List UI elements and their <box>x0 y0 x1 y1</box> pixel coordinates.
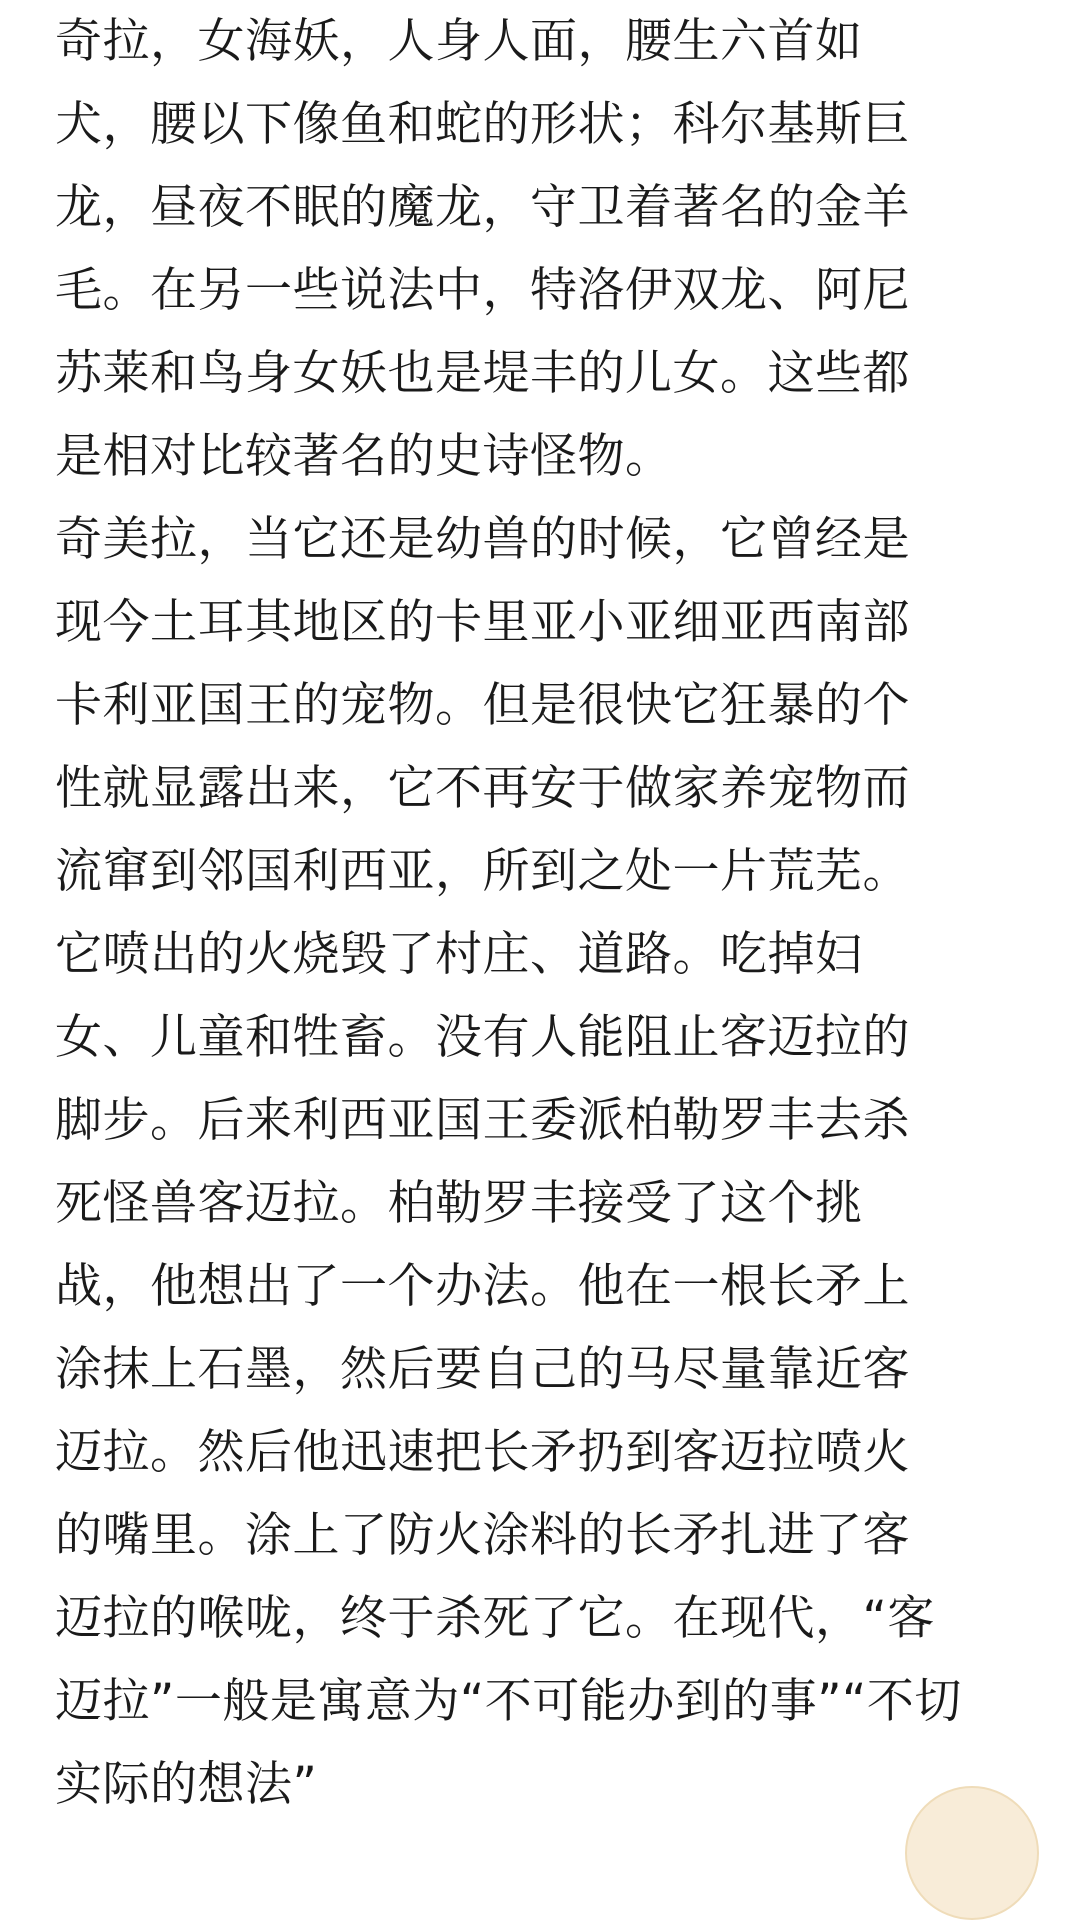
text-line: 迈拉”一般是寓意为“不可能办到的事”“不切 <box>55 1674 962 1729</box>
text-line: 女、儿童和牲畜。没有人能阻止客迈拉的 <box>55 1010 910 1065</box>
text-line: 涂抹上石墨，然后要自己的马尽量靠近客 <box>55 1342 910 1397</box>
text-line: 的嘴里。涂上了防火涂料的长矛扎进了客 <box>55 1508 910 1563</box>
text-line: 是相对比较著名的史诗怪物。 <box>55 429 673 484</box>
text-line: 苏莱和鸟身女妖也是堤丰的儿女。这些都 <box>55 346 910 401</box>
text-line: 奇美拉，当它还是幼兽的时候，它曾经是 <box>55 512 910 567</box>
text-line: 性就显露出来，它不再安于做家养宠物而 <box>55 761 910 816</box>
text-line: 奇拉，女海妖，人身人面，腰生六首如 <box>55 14 863 69</box>
article-body <box>55 0 1030 1826</box>
text-line: 流窜到邻国利西亚，所到之处一片荒芜。 <box>55 844 910 899</box>
floating-action-button[interactable] <box>905 1786 1039 1920</box>
text-line: 现今土耳其地区的卡里亚小亚细亚西南部 <box>55 595 910 650</box>
text-line: 毛。在另一些说法中，特洛伊双龙、阿尼 <box>55 263 910 318</box>
text-line: 卡利亚国王的宠物。但是很快它狂暴的个 <box>55 678 910 733</box>
text-line: 龙，昼夜不眠的魔龙，守卫着著名的金羊 <box>55 180 910 235</box>
text-line: 战，他想出了一个办法。他在一根长矛上 <box>55 1259 910 1314</box>
text-line: 迈拉。然后他迅速把长矛扔到客迈拉喷火 <box>55 1425 910 1480</box>
text-line: 脚步。后来利西亚国王委派柏勒罗丰去杀 <box>55 1093 910 1148</box>
text-line: 迈拉的喉咙，终于杀死了它。在现代，“客 <box>55 1591 935 1646</box>
text-line: 它喷出的火烧毁了村庄、道路。吃掉妇 <box>55 927 863 982</box>
text-line: 实际的想法” <box>55 1757 318 1812</box>
text-line: 犬，腰以下像鱼和蛇的形状；科尔基斯巨 <box>55 97 910 152</box>
text-line: 死怪兽客迈拉。柏勒罗丰接受了这个挑 <box>55 1176 863 1231</box>
